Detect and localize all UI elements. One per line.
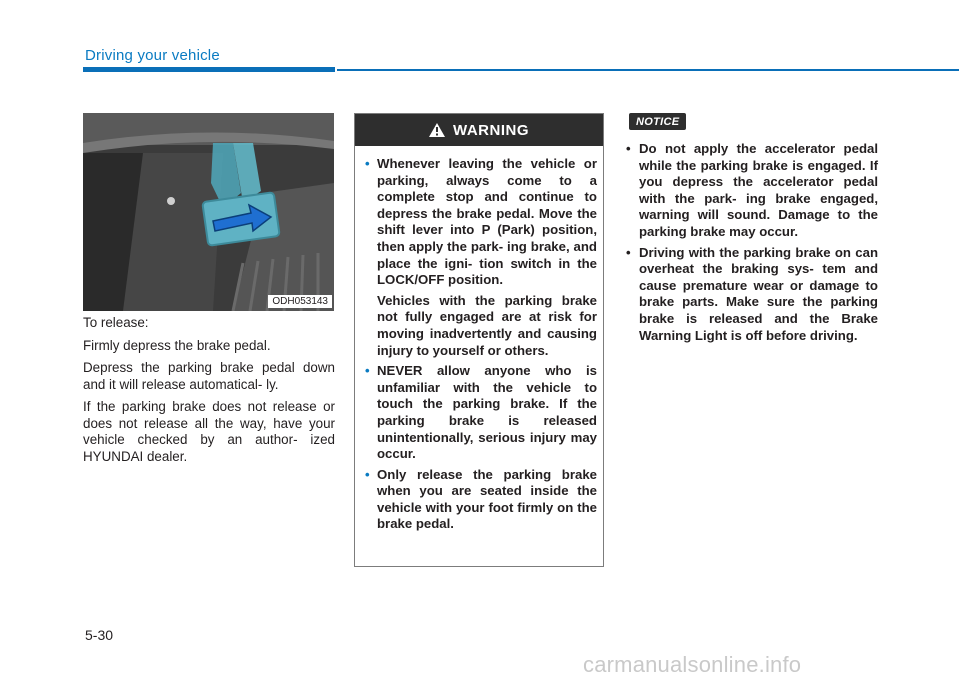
figure-label: ODH053143 — [268, 295, 332, 308]
warning-item-subtext: Vehicles with the parking brake not fully engaged are at risk for moving inadvertently and causing injury to yourself or others. — [377, 292, 597, 358]
warning-title: WARNING — [453, 121, 529, 139]
notice-badge: NOTICE — [629, 113, 686, 130]
header-rule-thin — [337, 69, 959, 71]
notice-item — [626, 245, 878, 345]
bullet-icon: • — [626, 244, 631, 260]
release-instructions — [83, 315, 335, 471]
bullet-icon: • — [626, 141, 631, 156]
warning-item-text: NEVER allow anyone who is unfamiliar with the vehicle to touch the parking brake. If the parking brake is released unintentionally, serious injury may occur. — [377, 363, 597, 462]
warning-box — [354, 113, 604, 567]
watermark: carmanualsonline.info — [583, 652, 802, 677]
parking-brake-illustration — [83, 113, 334, 311]
release-note: If the parking brake does not release or does not release all the way, have your vehicle checked by an author- ized HYUNDAI dealer. — [83, 399, 335, 464]
bullet-icon: • — [365, 363, 370, 379]
release-heading: To release: — [83, 315, 149, 330]
header-rule-thick — [83, 67, 335, 72]
warning-triangle-icon — [429, 123, 445, 137]
notice-item-text: Driving with the parking brake on can overheat the braking sys- tem and cause premature wear or damage to brake parts. Make sure the parking brake is released and the Brake Warning Light is off before driving. — [639, 244, 878, 343]
notice-item — [626, 141, 878, 241]
warning-item-text: Whenever leaving the vehicle or parking, always come to a complete stop and continue to depress the brake pedal. Move the shift lever into P (Park) position, then apply the park- ing brake, and place the igni- tion switch in the LOCK/OFF position. — [377, 156, 597, 288]
warning-header — [355, 114, 603, 146]
warning-list — [355, 146, 603, 533]
warning-item-text: Only release the parking brake when you are seated inside the vehicle with your foot firmly on the brake pedal. — [377, 466, 597, 532]
parking-brake-photo — [83, 113, 334, 311]
release-step-1: Firmly depress the brake pedal. — [83, 337, 271, 353]
notice-item-text: Do not apply the accelerator pedal while the parking brake is engaged. If you depress the accelerator pedal with the park- ing brake engaged, warning will sound. Damage to the parking brake may occur. — [639, 141, 878, 239]
release-step-2: Depress the parking brake pedal down and it will release automatical- ly. — [83, 360, 335, 392]
section-title: Driving your vehicle — [85, 47, 220, 64]
page-number: 5-30 — [85, 627, 114, 643]
notice-list — [626, 141, 878, 348]
bullet-icon: • — [365, 156, 370, 171]
warning-item — [365, 156, 597, 359]
bullet-icon: • — [365, 466, 370, 482]
warning-item — [365, 467, 597, 533]
warning-item — [365, 363, 597, 463]
